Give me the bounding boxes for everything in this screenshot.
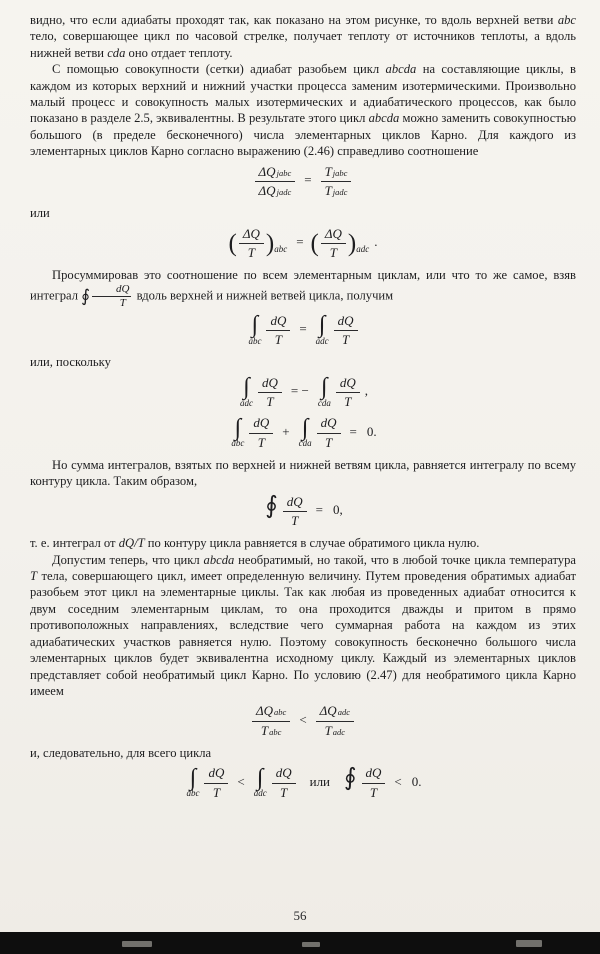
paragraph-intro: видно, что если адиабаты проходят так, как показано на этом рисунке, то вдоль верхней ветви abc тело, совершающее цикл по часовой стрелке, получает теплоту от источников теплоты, а вдоль нижней ветви cda оно отдает теплоту. [30, 13, 576, 60]
text-column [30, 12, 576, 800]
connector-or-because: или, поскольку [30, 355, 111, 370]
formula-integral-sign-flip: ∫ adc $\frac{dQ}{T}$ = − ∫ cda $\frac{dQ}{T}$ , [240, 374, 368, 409]
paragraph-consequently: и, следовательно, для всего цикла [30, 745, 212, 760]
scan-artifact-mark [302, 942, 320, 947]
formula-integral-sum-zero: ∫ abc $\frac{dQ}{T}$ + ∫ cda $\frac{dQ}{T}$ = 0. [231, 414, 377, 450]
formula-clausius-equality: ∮ $\frac{dQ}{T}$ = 0, [265, 493, 343, 528]
formula-irreversible-carnot-2-47: $\frac{\text{ΔQabc}}{\text{Tabc}}$ < $\frac{\text{ΔQadc}}{\text{Tadc}}$ [30, 704, 576, 738]
connector-or: или [30, 206, 50, 221]
paragraph-carnot-grid: С помощью совокупности (сетки) адиабат разобьем цикл abcda на составляющие циклы, в каждом из которых верхний и нижний участки процесса заменим изотермическими. Произвольно малый процесс и совокупность малых изотермических и адиабатического процессов, как было показано в разделе 2.5, эквивалентны. В результате этого цикл abcda можно заменить совокупностью большого (в пределе бесконечного) числа элементарных циклов Карно. Для каждого из элементарных циклов Карно согласно выражению (2.46) справедливо соотношение [30, 62, 576, 159]
scan-artifact-mark [516, 940, 542, 947]
page-number: 56 [293, 908, 307, 923]
formula-ratio-2-46: $\frac{\text{ΔQjabc}}{\text{ΔQjadc}}$ = $\frac{\text{Tjabc}}{\text{Tjadc}}$ [30, 165, 576, 199]
paragraph-irreversible-cycle: Допустим теперь, что цикл abcda необратимый, но такой, что в любой точке цикла температура T тела, совершающего цикл, имеет определенную величину. Путем проведения обратимых адиабат разобьем этот цикл на элементарные циклы. Так как любая из проведенных адиабат относится к двум соседним элементарным циклам, то она проходится дважды и притом в прямо противоположных направлениях, вследствие чего суммарная работа на каждом из этих адиабатических участков равняется нулю. Поэтому совокупность бесконечно большого числа элементарных циклов будет эквивалентна исходному циклу. Каждый из элементарных циклов представляет собой необратимый цикл Карно. По условию (2.47) для необратимого цикла Карно имеем [30, 552, 576, 698]
formula-clausius-inequality: ∫ abc $\frac{dQ}{T}$ < ∫ adc $\frac{dQ}{T}$ или ∮ $\frac{dQ}{T}$ < 0. [186, 764, 422, 800]
formula-dq-over-t-equality: ( $\frac{\Delta Q}{T}$ )$_{abc}$ = ( $\frac{\Delta Q}{T}$ )$_{adc}$ . [228, 225, 378, 260]
paragraph-contour-sum: Но сумма интегралов, взятых по верхней и нижней ветвям цикла, равняется интегралу по всему контуру цикла. Таким образом, [30, 457, 576, 489]
scan-artifact-bar [0, 932, 600, 954]
paragraph-reversible-conclusion: т. е. интеграл от dQ/T по контуру цикла равняется в случае обратимого цикла нулю. [30, 536, 480, 551]
formula-branch-integral-equality: ∫ abc $\frac{dQ}{T}$ = ∫ adc $\frac{dQ}{T}$ [30, 314, 576, 348]
paragraph-summation: Просуммировав это соотношение по всем элементарным циклам, или что то же самое, взяв интеграл ∮ $\frac{dQ}{T}$ вдоль верхней и нижней ветвей цикла, получим [30, 268, 576, 309]
scan-artifact-mark [122, 941, 152, 947]
